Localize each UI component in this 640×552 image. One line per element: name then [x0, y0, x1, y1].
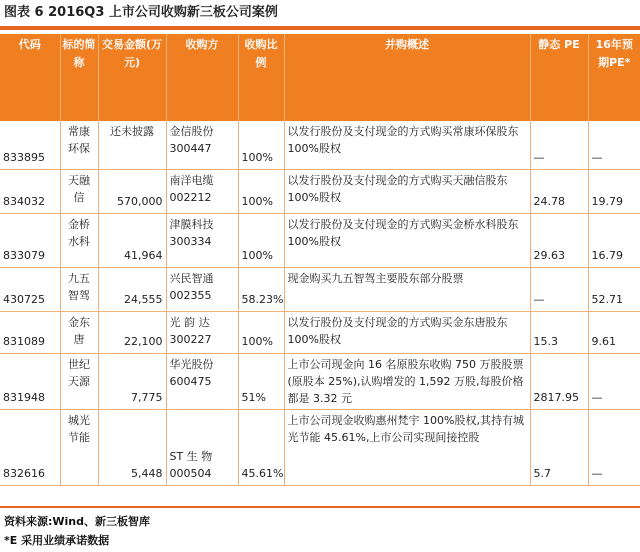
row-amount: 41,964: [98, 213, 166, 267]
buyer-name: 兴民智通: [169, 271, 214, 285]
row-static-pe: —: [530, 267, 588, 311]
row-amount: 还未披露: [98, 121, 166, 169]
row-pe16: —: [588, 353, 640, 409]
row-ratio: 100%: [238, 121, 284, 169]
row-static-pe: 24.78: [530, 169, 588, 213]
buyer-code: 002212: [169, 190, 212, 204]
row-code: 831948: [0, 353, 60, 409]
row-buyer: [166, 353, 238, 409]
footer-rule: [0, 506, 640, 508]
row-pe16: —: [588, 121, 640, 169]
table-row: [0, 267, 640, 311]
row-buyer: [166, 267, 238, 311]
row-desc: 现金购买九五智驾主要股东部分股票: [284, 267, 530, 311]
row-ratio: 100%: [238, 311, 284, 353]
row-pe16: —: [588, 409, 640, 485]
row-static-pe: —: [530, 121, 588, 169]
row-ratio: 51%: [238, 353, 284, 409]
row-subject: 九五智驾: [60, 267, 98, 311]
buyer-code: 002355: [169, 288, 212, 302]
row-buyer: [166, 409, 238, 485]
row-amount: 5,448: [98, 409, 166, 485]
row-static-pe: 5.7: [530, 409, 588, 485]
table-row: [0, 409, 640, 485]
row-code: 832616: [0, 409, 60, 485]
row-subject: 金桥水科: [60, 213, 98, 267]
row-code: 833895: [0, 121, 60, 169]
row-ratio: 100%: [238, 213, 284, 267]
row-buyer: [166, 213, 238, 267]
row-subject: 金东唐: [60, 311, 98, 353]
row-code: 430725: [0, 267, 60, 311]
row-code: 834032: [0, 169, 60, 213]
row-desc: 以发行股份及支付现金的方式购买天融信股东 100%股权: [284, 169, 530, 213]
row-desc: 上市公司现金向 16 名原股东收购 750 万股股票(原股本 25%),认购增发的 1,592 万股,每股价格都是 3.32 元: [284, 353, 530, 409]
table-row: [0, 213, 640, 267]
table-header-row: [0, 34, 640, 121]
row-amount: 7,775: [98, 353, 166, 409]
table-row: [0, 169, 640, 213]
row-pe16: 52.71: [588, 267, 640, 311]
row-buyer: [166, 121, 238, 169]
header-buyer: 收购方: [166, 34, 238, 121]
row-amount: 570,000: [98, 169, 166, 213]
row-desc: 以发行股份及支付现金的方式购买金东唐股东 100%股权: [284, 311, 530, 353]
row-subject: 天融信: [60, 169, 98, 213]
row-desc: 以发行股份及支付现金的方式购买金桥水科股东 100%股权: [284, 213, 530, 267]
row-pe16: 16.79: [588, 213, 640, 267]
buyer-code: 300334: [169, 234, 212, 248]
row-buyer: [166, 311, 238, 353]
header-amount: 交易金额(万元): [98, 34, 166, 121]
source-note: 资料来源:Wind、新三板智库: [4, 515, 151, 528]
row-subject: 常康环保: [60, 121, 98, 169]
buyer-name: 华光股份: [169, 357, 214, 371]
row-static-pe: 29.63: [530, 213, 588, 267]
buyer-name: 光 韵 达: [169, 315, 210, 329]
header-subject: 标的简称: [60, 34, 98, 121]
row-ratio: 58.23%: [238, 267, 284, 311]
row-ratio: 100%: [238, 169, 284, 213]
row-amount: 22,100: [98, 311, 166, 353]
table-row: [0, 311, 640, 353]
table-row: [0, 121, 640, 169]
header-desc: 并购概述: [284, 34, 530, 121]
buyer-code: 000504: [169, 466, 212, 480]
row-desc: 以发行股份及支付现金的方式购买常康环保股东 100%股权: [284, 121, 530, 169]
buyer-name: 金信股份: [169, 125, 214, 138]
row-desc: 上市公司现金收购惠州梵宇 100%股权,其持有城光节能 45.61%,上市公司实现间接控股: [284, 409, 530, 485]
title-divider: [0, 26, 640, 30]
row-amount: 24,555: [98, 267, 166, 311]
row-code: 833079: [0, 213, 60, 267]
row-buyer: [166, 169, 238, 213]
header-ratio: 收购比例: [238, 34, 284, 121]
row-static-pe: 15.3: [530, 311, 588, 353]
estimate-note: *E 采用业绩承诺数据: [4, 534, 110, 547]
row-subject: 世纪天源: [60, 353, 98, 409]
table-row: [0, 353, 640, 409]
buyer-code: 300447: [169, 142, 212, 155]
row-ratio: 45.61%: [238, 409, 284, 485]
header-pe16: 16年预期PE*: [588, 34, 640, 121]
row-static-pe: 2817.95: [530, 353, 588, 409]
buyer-name: 南洋电缆: [169, 173, 214, 187]
buyer-code: 600475: [169, 374, 212, 388]
figure-title: 图表 6 2016Q3 上市公司收购新三板公司案例: [4, 5, 278, 20]
buyer-name: 津膜科技: [169, 217, 214, 231]
row-code: 831089: [0, 311, 60, 353]
row-pe16: 19.79: [588, 169, 640, 213]
acquisition-table: [0, 34, 640, 486]
header-static-pe: 静态 PE: [530, 34, 588, 121]
buyer-name: ST 生 物: [169, 449, 213, 463]
row-subject: 城光节能: [60, 409, 98, 485]
header-code: 代码: [0, 34, 60, 121]
buyer-code: 300227: [169, 332, 212, 346]
row-pe16: 9.61: [588, 311, 640, 353]
